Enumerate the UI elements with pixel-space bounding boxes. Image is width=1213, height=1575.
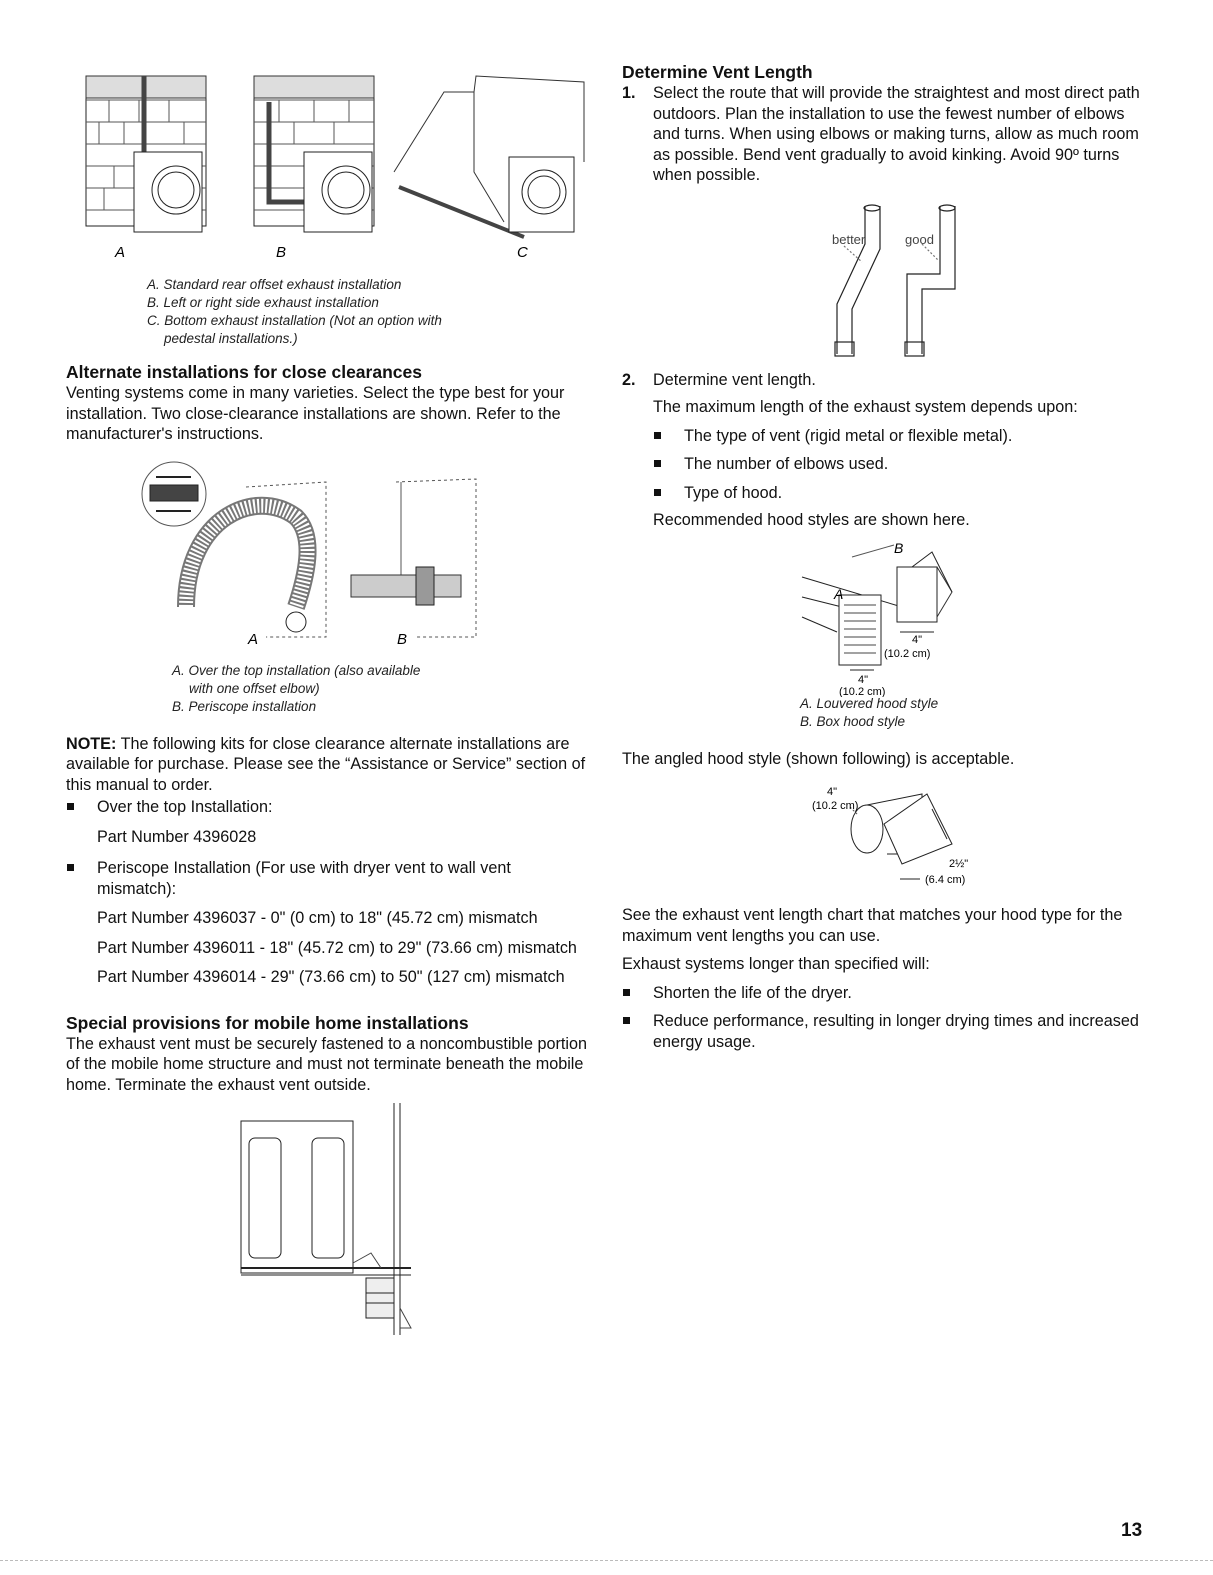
hood-label-b: B: [894, 539, 904, 556]
hood-dim1: 4": [912, 633, 923, 646]
fig2-caption-a-cont: with one offset elbow): [189, 680, 320, 696]
bullet-square: [654, 489, 661, 496]
bullet-square: [623, 989, 630, 996]
note-text: The following kits for close clearance alternate installations are available for purchase. Please see the “Assistance or Service” section of this manual to order.: [66, 734, 586, 794]
page-divider: [0, 1560, 1213, 1561]
mobile-home-figure: [66, 1103, 591, 1343]
bullet-square: [67, 864, 74, 871]
kit-part: Part Number 4396014 - 29" (73.66 cm) to 50" (127 cm) mismatch: [97, 968, 565, 986]
step-2-text: Determine vent length.: [653, 370, 816, 389]
step-2-intro: The maximum length of the exhaust system depends upon:: [653, 398, 1078, 416]
kit-part: Part Number 4396011 - 18" (45.72 cm) to 29" (73.66 cm) mismatch: [97, 938, 577, 957]
list-item: Shorten the life of the dryer.: [622, 983, 1152, 1004]
list-item: The type of vent (rigid metal or flexible metal).: [653, 426, 1152, 447]
bullet-square: [67, 803, 74, 810]
page-number: 13: [1121, 1520, 1143, 1541]
kit-title: Periscope Installation (For use with dryer vent to wall vent mismatch):: [97, 859, 511, 898]
kit-item-over-top: [66, 797, 591, 818]
step-2-bullets: [622, 426, 1152, 504]
bullet-square: [654, 460, 661, 467]
fig1-caption-b: B. Left or right side exhaust installation: [147, 295, 379, 310]
step-1-text: Select the route that will provide the straightest and most direct path outdoors. Plan the installation to use the fewest number of elbows and turns. When using elbows or making turns, allow as much room as possible. Bend vent gradually to avoid kinking. Avoid 90º turns when possible.: [653, 84, 1140, 184]
step-2: [622, 370, 1152, 391]
note-label: NOTE:: [66, 734, 117, 753]
mobile-home-illustration: [66, 1103, 591, 1343]
vent-length-heading: Determine Vent Length: [622, 62, 813, 82]
chart-text: See the exhaust vent length chart that matches your hood type for the maximum vent lengths you can use.: [622, 906, 1123, 945]
longer-text: Exhaust systems longer than specified will:: [622, 955, 930, 973]
kit-part: Part Number 4396028: [97, 827, 257, 846]
hood-styles-figure: [622, 537, 1152, 697]
fig2-label-b: B: [397, 630, 408, 648]
bullet-square: [623, 1017, 630, 1024]
better-label: better: [832, 231, 866, 247]
angled-hood-illustration: [622, 779, 1152, 899]
elbow-routes-illustration: [622, 204, 1152, 364]
kit-part: Part Number 4396037 - 0" (0 cm) to 18" (45.72 cm) mismatch: [97, 909, 538, 927]
fig1-captions: [147, 276, 591, 348]
exhaust-installations-illustration: [64, 62, 589, 267]
hood-caption-b: B. Box hood style: [800, 713, 906, 729]
longer-bullets: [622, 983, 1152, 1053]
left-column: [66, 62, 591, 1343]
exhaust-installations-figure: [64, 62, 591, 267]
fig2-label-a: A: [248, 630, 259, 648]
fig1-caption-c-cont: pedestal installations.): [164, 331, 298, 346]
fig1-label-c: C: [517, 244, 528, 261]
list-item: The number of elbows used.: [653, 454, 1152, 475]
kit-item-periscope: [66, 858, 591, 899]
fig1-label-a: A: [115, 244, 126, 261]
step-1-number: 1.: [622, 84, 636, 102]
hood-captions: [800, 695, 1152, 731]
alternate-installations-text: Venting systems come in many varieties. Select the type best for your installation. Two close-clearance installations are shown. Refer to the manufacturer's instructions.: [66, 384, 565, 443]
hood-caption-a: A. Louvered hood style: [800, 695, 939, 711]
fig2-captions: [172, 662, 591, 716]
mobile-home-heading: Special provisions for mobile home installations: [66, 1012, 469, 1033]
angled-dim2: 2½": [949, 858, 969, 870]
fig1-caption-a: A. Standard rear offset exhaust installation: [147, 277, 402, 292]
mobile-home-text: The exhaust vent must be securely fastened to a noncombustible portion of the mobile home structure and must not terminate beneath the mobile home. Terminate the exhaust vent outside.: [66, 1034, 588, 1094]
hood-dim1-cm: (10.2 cm): [884, 647, 931, 660]
angled-dim1-cm: (10.2 cm): [812, 800, 859, 812]
close-clearance-figure: [66, 457, 591, 657]
note-paragraph: [66, 734, 591, 796]
elbow-routes-figure: [622, 204, 1152, 364]
hood-styles-text: Recommended hood styles are shown here.: [653, 511, 970, 529]
step-2-number: 2.: [622, 370, 636, 389]
right-column: [622, 62, 1152, 1052]
hood-dim2-cm: (10.2 cm): [839, 685, 886, 697]
list-item: Type of hood.: [653, 483, 1152, 504]
hood-dim2: 4": [858, 673, 869, 686]
fig1-caption-c: C. Bottom exhaust installation (Not an option with: [147, 313, 442, 328]
angled-hood-text: The angled hood style (shown following) is acceptable.: [622, 749, 1015, 768]
bullet-square: [654, 432, 661, 439]
fig2-caption-a: A. Over the top installation (also available: [172, 662, 421, 678]
step-1: [622, 83, 1152, 186]
fig2-caption-b: B. Periscope installation: [172, 698, 317, 714]
hood-label-a: A: [834, 585, 844, 602]
angled-dim2-cm: (6.4 cm): [925, 874, 966, 886]
list-item: Reduce performance, resulting in longer drying times and increased energy usage.: [622, 1011, 1152, 1052]
hood-styles-illustration: [622, 537, 1152, 697]
angled-dim1: 4": [827, 786, 838, 798]
fig1-label-b: B: [276, 244, 287, 261]
angled-hood-figure: [622, 779, 1152, 899]
kit-title: Over the top Installation:: [97, 798, 273, 816]
good-label: good: [905, 231, 934, 247]
close-clearance-illustration: [66, 457, 591, 657]
alternate-installations-heading: Alternate installations for close clearances: [66, 362, 422, 382]
